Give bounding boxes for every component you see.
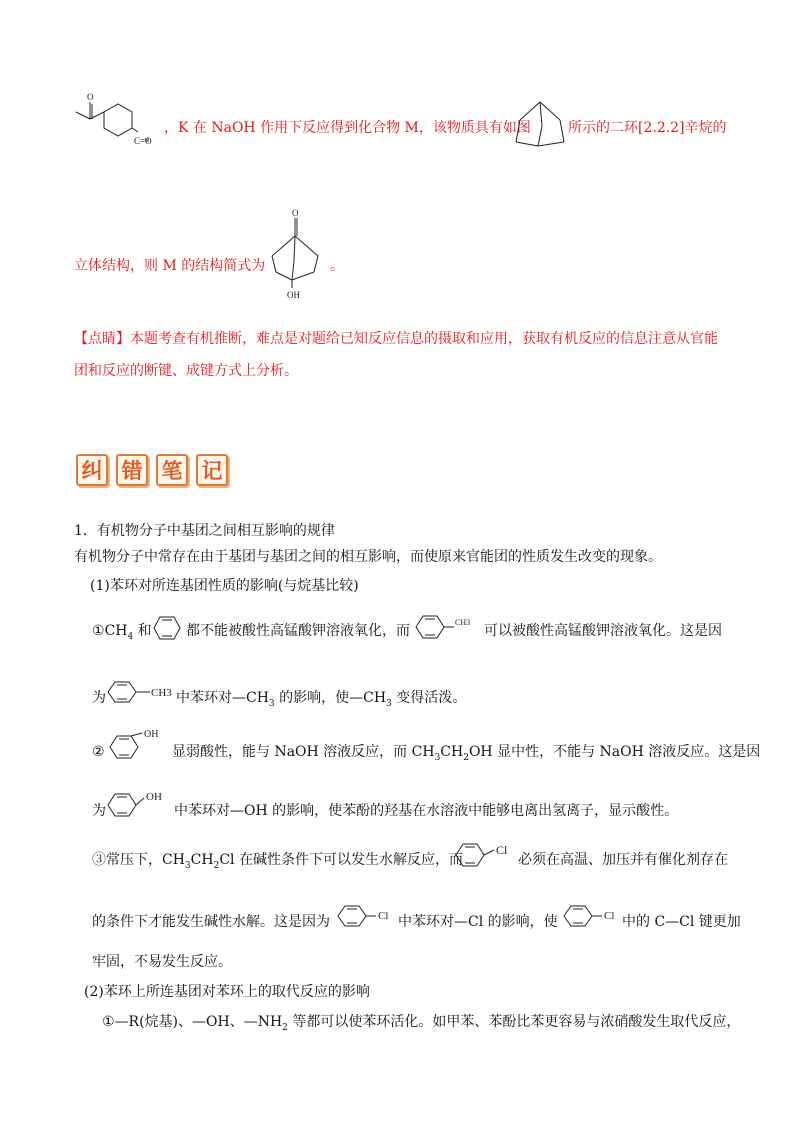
intro-text: 有机物分子中常存在由于基团与基团之间的相互影响，而使原来官能团的性质发生改变的现象。 xyxy=(74,549,662,565)
chlorine-label-2: Cl xyxy=(378,910,389,922)
chlorobenzene-structure-2 xyxy=(336,900,398,930)
paragraph-3b-end: 中的 C—Cl 键更加 xyxy=(622,914,741,930)
paragraph-1-mid: 都不能被酸性高锰酸钾溶液氧化，而 xyxy=(186,623,410,639)
p4-text-a: ①—R(烷基)、—OH、—NH xyxy=(102,1014,283,1030)
paragraph-1b xyxy=(176,688,466,714)
paragraph-1b-start: 为 xyxy=(92,690,106,706)
benzene-structure xyxy=(152,614,182,642)
p2-text-c: OH 显中性，不能与 NaOH 溶液反应。这是因 xyxy=(468,744,761,760)
ch4-text: CH xyxy=(104,623,128,639)
tip-line-2: 团和反应的断键、成键方式上分析。 xyxy=(74,363,298,379)
ketone-oxygen-label: O xyxy=(292,208,299,218)
badge-bi: 笔 xyxy=(156,454,188,486)
carbonyl-label: C=O xyxy=(134,136,152,146)
hydroxyl-label-2: OH xyxy=(144,729,159,740)
methyl-label-2: CH3 xyxy=(151,687,172,699)
chlorine-label-3: Cl xyxy=(604,910,615,922)
m-structure-text: 立体结构，则 M 的结构简式为 xyxy=(74,258,266,274)
p2-text-a: 显弱酸性，能与 NaOH 溶液反应，而 CH xyxy=(172,744,435,760)
tip-text-1: 本题考查有机推断，难点是对题给已知反应信息的摄取和应用，获取有机反应的信息注意从官能 xyxy=(130,331,718,347)
badge-jiu: 纠 xyxy=(76,454,108,486)
paragraph-3 xyxy=(92,850,463,876)
p1b-text-c: 变得活泼。 xyxy=(391,690,467,706)
toluene-structure xyxy=(414,612,482,642)
chlorobenzene-structure-3 xyxy=(562,900,624,930)
paragraph-2b: 中苯环对—OH 的影响，使苯酚的羟基在水溶液中能够电离出氢离子，显示酸性。 xyxy=(174,803,679,819)
badge-ji: 记 xyxy=(196,454,228,486)
p1b-text-a: 中苯环对—CH xyxy=(176,690,269,706)
hydroxyl-label-3: OH xyxy=(146,791,162,803)
heading-1: 1．有机物分子中基团之间相互影响的规律 xyxy=(74,523,335,539)
subheading-2: (2)苯环上所连基团对苯环上的取代反应的影响 xyxy=(84,984,370,1000)
phenol-structure xyxy=(108,728,170,760)
subheading-1: (1)苯环对所连基团性质的影响(与烷基比较) xyxy=(90,578,359,594)
item-number: ① xyxy=(92,623,105,639)
p2-text-b: CH xyxy=(440,744,464,760)
ch4-subscript: 4 xyxy=(127,631,134,642)
p1b-sub-b: 3 xyxy=(386,698,392,709)
p3-sub-a: 3 xyxy=(184,860,191,871)
error-notes-banner xyxy=(76,454,228,486)
p2-sub-b: 2 xyxy=(463,752,469,763)
p3-text-a: ③常压下，CH xyxy=(92,852,185,868)
p1b-text-b: 的影响，使—CH xyxy=(274,690,387,706)
hydroxyl-label: OH xyxy=(287,290,300,300)
chlorobenzene-structure xyxy=(454,838,518,870)
phenol-structure-2 xyxy=(106,786,168,818)
paragraph-1-end: 可以被酸性高锰酸钾溶液氧化。这是因 xyxy=(484,623,722,639)
tip-line-1 xyxy=(74,329,718,349)
paragraph-3b-mid: 中苯环对—Cl 的影响，使 xyxy=(398,914,558,930)
paragraph-4 xyxy=(102,1012,740,1038)
chlorine-label: Cl xyxy=(496,843,508,857)
methyl-label: CH3 xyxy=(455,618,471,627)
oxygen-label: O xyxy=(87,92,94,102)
and-text: 和 xyxy=(133,623,152,639)
p3-sub-b: 2 xyxy=(213,860,220,871)
structure-acetyl-cyclohexanone xyxy=(74,92,164,154)
k-reaction-text: ，K 在 NaOH 作用下反应得到化合物 M，该物质具有如图 xyxy=(164,120,531,136)
p3-text-b: CH xyxy=(190,852,214,868)
m-compound-structure xyxy=(262,206,328,302)
paragraph-3-end: 必须在高温、加压并有催化剂存在 xyxy=(518,852,728,868)
toluene-structure-2 xyxy=(106,678,172,706)
p1b-sub-a: 3 xyxy=(268,698,275,709)
bicyclooctane-structure xyxy=(512,98,568,150)
paragraph-3c: 牢固，不易发生反应。 xyxy=(92,954,232,970)
p4-sub: 2 xyxy=(282,1022,288,1033)
paragraph-2 xyxy=(172,742,760,768)
p4-text-b: 等都可以使苯环活化。如甲苯、苯酚比苯更容易与浓硝酸发生取代反应， xyxy=(287,1014,741,1030)
period-text: 。 xyxy=(330,258,344,274)
paragraph-1 xyxy=(92,621,152,647)
paragraph-2b-start: 为 xyxy=(92,803,106,819)
bicyclo-description-text: 所示的二环[2.2.2]辛烷的 xyxy=(568,120,727,136)
p3-text-c: Cl 在碱性条件下可以发生水解反应，而 xyxy=(219,852,463,868)
p2-sub-a: 3 xyxy=(434,752,441,763)
paragraph-3b-start: 的条件下才能发生碱性水解。这是因为 xyxy=(92,914,330,930)
badge-cuo: 错 xyxy=(116,454,148,486)
tip-bracket: 【点睛】 xyxy=(74,331,130,347)
paragraph-2-num: ② xyxy=(92,744,105,760)
